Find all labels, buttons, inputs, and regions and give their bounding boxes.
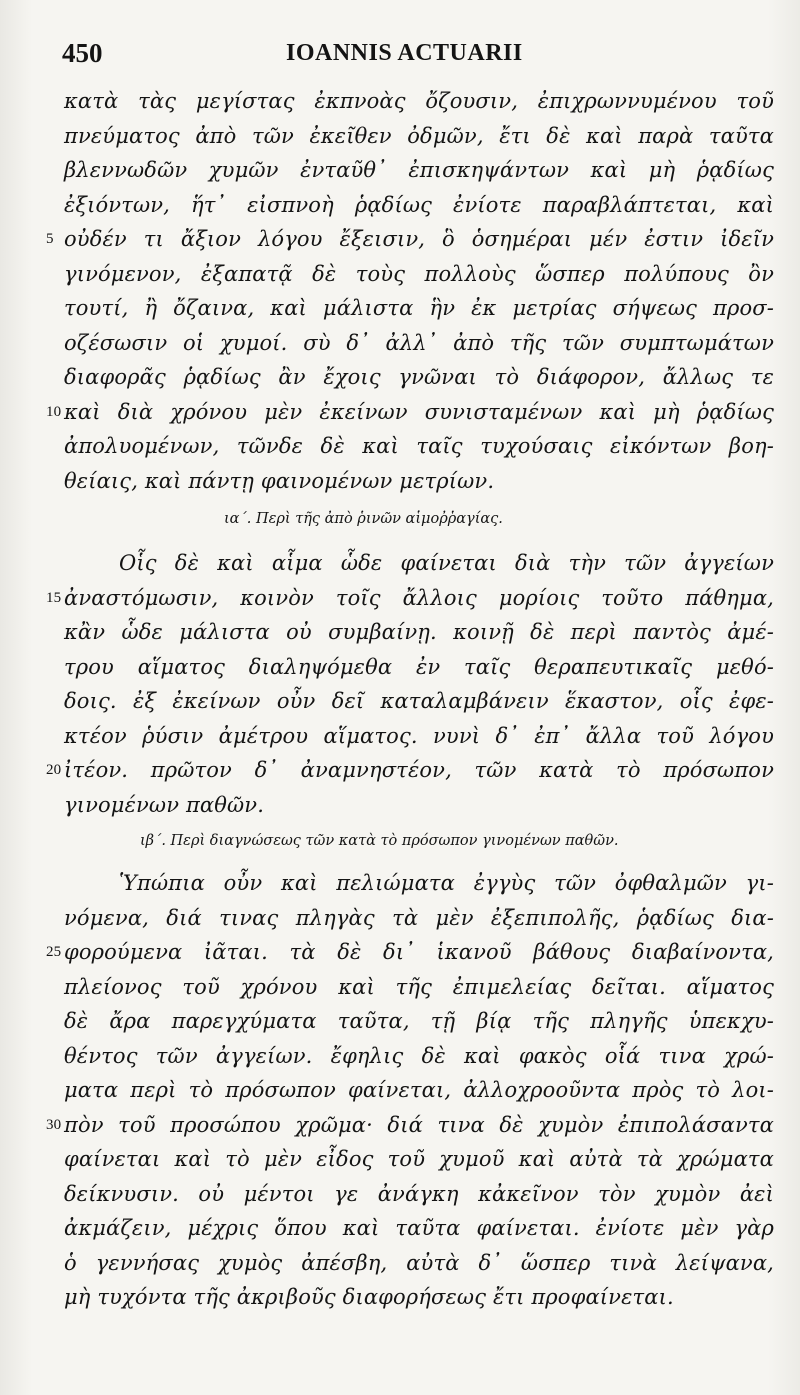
line-text: βλεννωδῶν χυμῶν ἐνταῦθ᾽ ἐπισκηψάντων καὶ μὴ ῥᾳδίως (64, 158, 774, 182)
text-line (64, 84, 774, 119)
line-text: διαφορᾶς ῥᾳδίως ἂν ἔχοις γνῶναι τὸ διάφορον, ἄλλως τε (64, 365, 774, 389)
line-number: 10 (46, 403, 62, 420)
text-line (46, 1108, 774, 1143)
line-text: γινομένων παθῶν. (64, 792, 265, 817)
line-text: θέντος τῶν ἀγγείων. ἔφηλις δὲ καὶ φακὸς οἷά τινα χρώ- (64, 1043, 774, 1068)
text-line (64, 464, 774, 499)
line-text: φορούμενα ἰᾶται. τὰ δὲ δι᾽ ἱκανοῦ βάθους διαβαίνοντα, (64, 940, 774, 964)
text-line (64, 153, 774, 188)
line-text: κἂν ὧδε μάλιστα οὐ συμβαίνῃ. κοινῇ δὲ περὶ παντὸς ἀμέ- (64, 620, 774, 644)
paragraph-first-line (64, 866, 774, 901)
line-text: δοις. ἐξ ἐκείνων οὖν δεῖ καταλαμβάνειν ἕκαστον, οἷς ἐφε- (64, 689, 774, 713)
text-line (64, 719, 774, 754)
text-body (46, 84, 774, 1315)
text-line (64, 1211, 774, 1246)
text-line (64, 615, 774, 650)
line-text: φαίνεται καὶ τὸ μὲν εἶδος τοῦ χυμοῦ καὶ αὐτὰ τὰ χρώματα (64, 1147, 774, 1171)
line-number: 15 (46, 589, 62, 606)
text-line (46, 222, 774, 257)
line-text: Ὑπώπια οὖν καὶ πελιώματα ἐγγὺς τῶν ὀφθαλμῶν γι- (119, 871, 774, 895)
line-text: ὁ γεννήσας χυμὸς ἀπέσβη, αὐτὰ δ᾽ ὥσπερ τινὰ λείψανα, (64, 1250, 774, 1275)
text-line (64, 1073, 774, 1108)
line-text: τρου αἵματος διαληψόμεθα ἐν ταῖς θεραπευτικαῖς μεθό- (64, 654, 774, 679)
page-header (62, 38, 762, 78)
text-line (46, 753, 774, 788)
text-line (64, 1246, 774, 1281)
text-line (64, 788, 774, 823)
section-title: ια΄. Περὶ τῆς ἀπὸ ῥινῶν αἱμοῤῥαγίας. (224, 511, 503, 527)
line-text: θείαις, καὶ πάντῃ φαινομένων μετρίων. (64, 468, 495, 493)
line-text: δείκνυσιν. οὐ μέντοι γε ἀνάγκη κἀκεῖνον τὸν χυμὸν ἀεὶ (64, 1181, 774, 1206)
text-line (64, 1177, 774, 1212)
line-text: κατὰ τὰς μεγίστας ἐκπνοὰς ὄζουσιν, ἐπιχρωννυμένου τοῦ (64, 89, 774, 113)
text-line (64, 650, 774, 685)
line-text: πνεύματος ἀπὸ τῶν ἐκεῖθεν ὀδμῶν, ἔτι δὲ καὶ παρὰ ταῦτα (64, 123, 774, 148)
text-line (46, 395, 774, 430)
text-line (64, 257, 774, 292)
line-text: ἰτέον. πρῶτον δ᾽ ἀναμνηστέον, τῶν κατὰ τὸ πρόσωπον (64, 758, 774, 782)
line-text: ἀκμάζειν, μέχρις ὅπου καὶ ταῦτα φαίνεται. ἐνίοτε μὲν γὰρ (64, 1216, 774, 1240)
line-text: δὲ ἄρα παρεγχύματα ταῦτα, τῇ βίᾳ τῆς πληγῆς ὑπεκχυ- (64, 1009, 774, 1033)
line-text: μὴ τυχόντα τῆς ἀκριβοῦς διαφορήσεως ἔτι προφαίνεται. (64, 1285, 674, 1309)
line-text: οζέσωσιν οἱ χυμοί. σὺ δ᾽ ἀλλ᾽ ἀπὸ τῆς τῶν συμπτωμάτων (64, 330, 774, 355)
text-line (64, 291, 774, 326)
line-number: 20 (46, 762, 62, 778)
line-text: κτέον ῥύσιν ἀμέτρου αἵματος. νυνὶ δ᾽ ἐπ᾽ ἄλλα τοῦ λόγου (64, 723, 774, 748)
line-number: 30 (46, 1116, 62, 1133)
page-number: 450 (62, 38, 103, 68)
line-text: Οἷς δὲ καὶ αἷμα ὧδε φαίνεται διὰ τὴν τῶν ἀγγείων (119, 551, 774, 575)
line-text: ἀναστόμωσιν, κοινὸν τοῖς ἄλλοις μορίοις τοῦτο πάθημα, (64, 585, 774, 610)
line-text: οὐδέν τι ἄξιον λόγου ἔξεισιν, ὃ ὁσημέραι μέν ἐστιν ἰδεῖν (64, 227, 774, 251)
line-text: ἀπολυομένων, τῶνδε δὲ καὶ ταῖς τυχούσαις εἰκόντων βοη- (64, 434, 774, 458)
line-text: γινόμενον, ἐξαπατᾷ δὲ τοὺς πολλοὺς ὥσπερ πολύπους ὂν (64, 261, 774, 286)
text-line (64, 188, 774, 223)
line-text: πλείονος τοῦ χρόνου καὶ τῆς ἐπιμελείας δεῖται. αἵματος (64, 974, 774, 999)
line-text: νόμενα, διά τινας πληγὰς τὰ μὲν ἐξεπιπολῆς, ῥᾳδίως δια- (64, 905, 774, 930)
text-line (64, 326, 774, 361)
line-text: καὶ διὰ χρόνου μὲν ἐκείνων συνισταμένων καὶ μὴ ῥᾳδίως (64, 399, 774, 424)
paragraph-first-line (64, 546, 774, 581)
text-line (64, 119, 774, 154)
running-head: IOANNIS ACTUARII (286, 40, 523, 66)
line-text: πὸν τοῦ προσώπου χρῶμα· διά τινα δὲ χυμὸν ἐπιπολάσαντα (64, 1112, 774, 1137)
text-line (64, 684, 774, 719)
text-line (64, 1142, 774, 1177)
line-text: ματα περὶ τὸ πρόσωπον φαίνεται, ἀλλοχροοῦντα πρὸς τὸ λοι- (64, 1078, 774, 1102)
line-number: 5 (46, 231, 54, 247)
line-text: ἐξιόντων, ἥτ᾽ εἰσπνοὴ ῥᾳδίως ἐνίοτε παραβλάπτεται, καὶ (64, 192, 774, 217)
text-line (64, 970, 774, 1005)
text-line (46, 935, 774, 970)
section-title: ιβ΄. Περὶ διαγνώσεως τῶν κατὰ τὸ πρόσωπον γινομένων παθῶν. (140, 833, 619, 849)
text-line (64, 1039, 774, 1074)
text-line (64, 429, 774, 464)
text-line (64, 901, 774, 936)
line-text: τουτί, ἢ ὄζαινα, καὶ μάλιστα ἣν ἐκ μετρίας σήψεως προσ- (64, 296, 774, 320)
line-number: 25 (46, 944, 62, 960)
text-line (64, 360, 774, 395)
text-line (64, 1280, 774, 1315)
text-line (46, 581, 774, 616)
text-line (64, 1004, 774, 1039)
